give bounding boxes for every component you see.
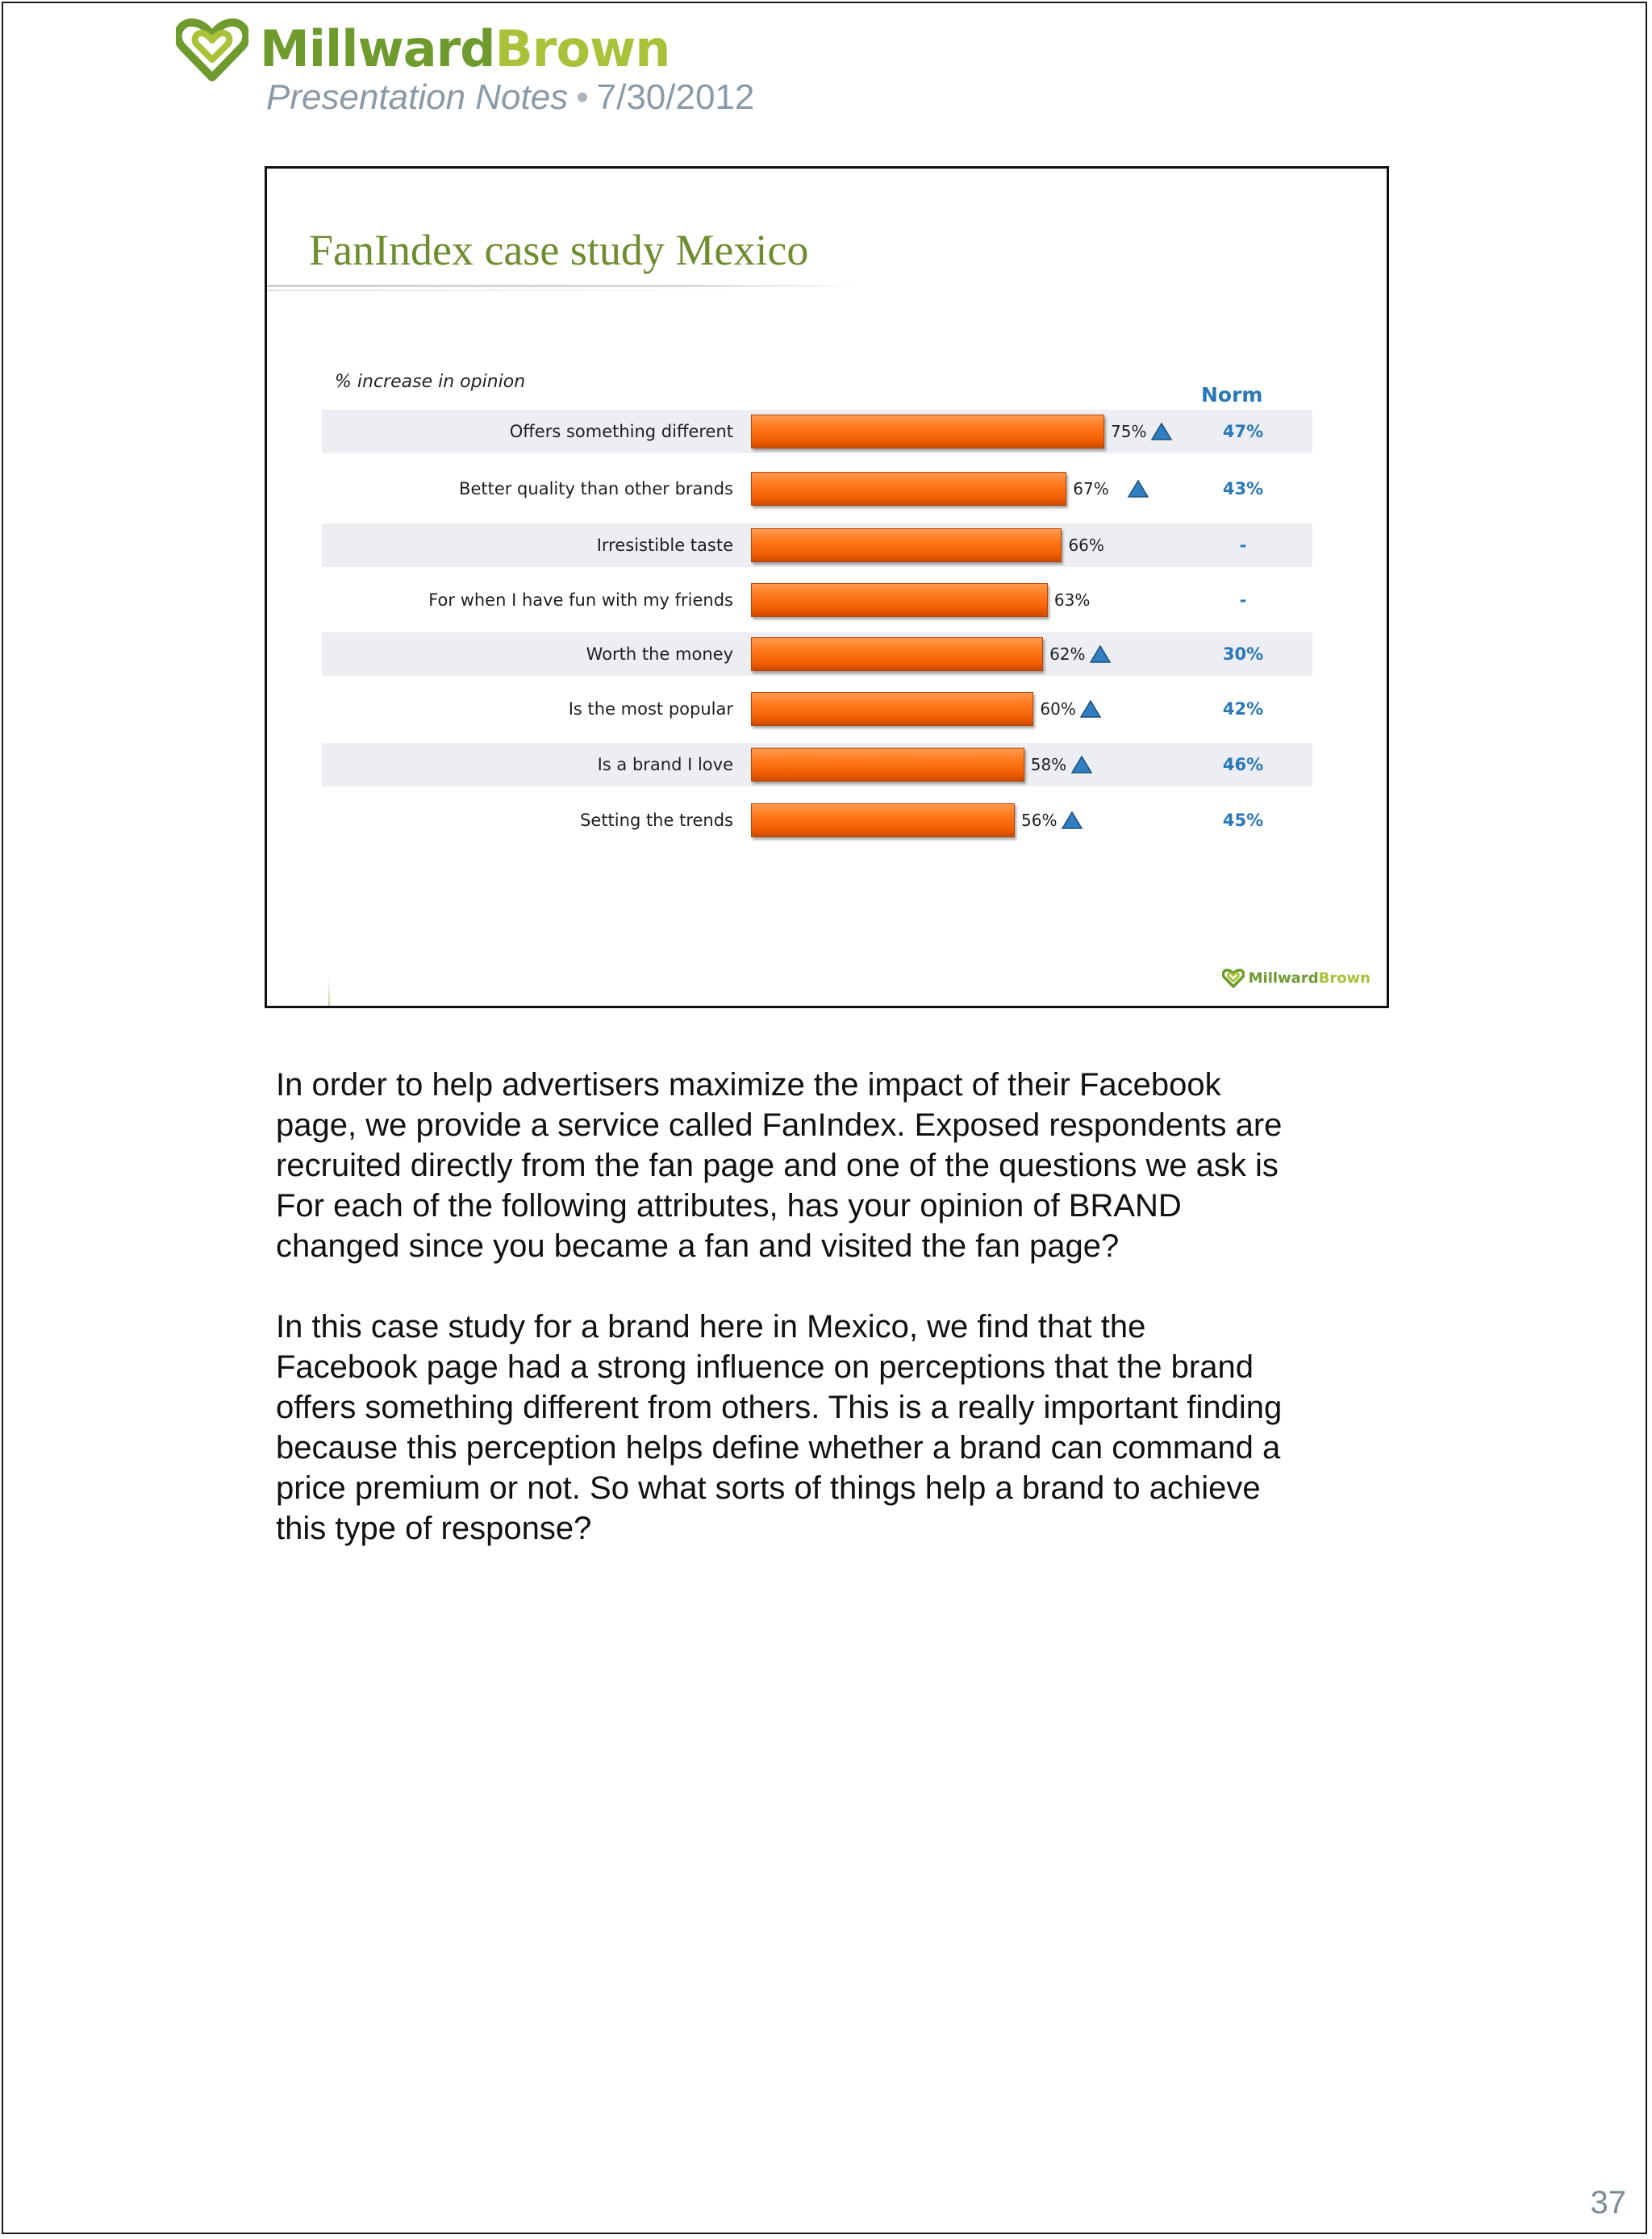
- value-label: 67%: [1073, 479, 1109, 498]
- norm-value: 47%: [1222, 422, 1264, 441]
- notes-line: For each of the following attributes, has your opinion of BRAND: [276, 1188, 1182, 1224]
- notes-line: offers something different from others. This is a really important finding: [276, 1390, 1283, 1425]
- page-number: 37: [1590, 2185, 1626, 2220]
- value-label: 56%: [1021, 811, 1058, 830]
- norm-value: -: [1239, 536, 1247, 555]
- category-label: Is a brand I love: [597, 755, 733, 774]
- norm-header: Norm: [1201, 383, 1263, 407]
- significance-triangle-icon: [1090, 645, 1111, 663]
- notes-paragraph-2: [276, 1307, 1357, 1549]
- notes-label: Presentation Notes: [266, 77, 569, 117]
- chart-row: [322, 632, 1312, 676]
- notes-line: page, we provide a service called FanIndex. Exposed respondents are: [276, 1107, 1283, 1143]
- bar: [751, 528, 1062, 562]
- notes-line: changed since you became a fan and visited the fan page?: [276, 1228, 1120, 1264]
- chart-row: [322, 410, 1312, 453]
- millwardbrown-small-logo-icon: [1222, 969, 1245, 988]
- bar: [751, 692, 1033, 726]
- chart-row: [322, 578, 1312, 622]
- notes-line: In order to help advertisers maximize the impact of their Facebook: [276, 1067, 1221, 1103]
- norm-value: 45%: [1222, 811, 1264, 830]
- notes-line: price premium or not. So what sorts of things help a brand to achieve: [276, 1470, 1261, 1506]
- value-label: 58%: [1030, 755, 1067, 774]
- norm-value: 46%: [1222, 755, 1264, 774]
- slide-thumbnail: [265, 166, 1389, 1008]
- brand-name-part1: Millward: [260, 19, 495, 78]
- notes-line: this type of response?: [276, 1511, 592, 1546]
- presentation-notes: [276, 1065, 1357, 1589]
- bar: [751, 748, 1024, 782]
- significance-triangle-icon: [1071, 756, 1092, 773]
- value-label: 63%: [1053, 590, 1091, 610]
- norm-value: 30%: [1222, 644, 1264, 664]
- category-label: Offers something different: [509, 422, 733, 441]
- bar: [751, 472, 1066, 506]
- significance-triangle-icon: [1080, 700, 1101, 718]
- footer-logo-part2: Brown: [1318, 969, 1370, 987]
- slide-footer-logo: [1222, 969, 1370, 991]
- notes-date: 7/30/2012: [596, 77, 755, 117]
- chart-row: [322, 467, 1312, 511]
- notes-line: Facebook page had a strong influence on perceptions that the brand: [276, 1349, 1254, 1385]
- bar: [751, 803, 1015, 837]
- category-label: Better quality than other brands: [459, 479, 733, 498]
- norm-value: 42%: [1222, 699, 1264, 719]
- title-rule-secondary: [267, 290, 767, 291]
- significance-triangle-icon: [1128, 480, 1149, 498]
- value-label: 60%: [1040, 699, 1076, 719]
- separator-dot: •: [576, 77, 589, 117]
- category-label: For when I have fun with my friends: [428, 590, 733, 610]
- norm-value: -: [1239, 590, 1247, 610]
- footer-logo-part1: Millward: [1248, 969, 1319, 987]
- value-label: 75%: [1111, 422, 1147, 441]
- title-rule: [267, 285, 864, 287]
- brand-name-part2: Brown: [494, 19, 670, 78]
- significance-triangle-icon: [1062, 811, 1083, 829]
- category-label: Worth the money: [586, 644, 733, 664]
- value-label: 62%: [1049, 644, 1086, 664]
- category-label: Setting the trends: [580, 811, 733, 830]
- bar: [751, 637, 1043, 671]
- category-label: Is the most popular: [568, 699, 733, 719]
- slide-corner-mark: [328, 977, 330, 1006]
- chart-row: [322, 687, 1312, 731]
- millwardbrown-logo-icon: [176, 18, 248, 82]
- bar: [751, 583, 1048, 617]
- significance-triangle-icon: [1151, 423, 1172, 440]
- notes-paragraph-1: [276, 1065, 1357, 1266]
- header-subtitle: [266, 77, 754, 118]
- brand-name: [260, 19, 670, 78]
- bar: [751, 415, 1104, 448]
- norm-value: 43%: [1222, 479, 1264, 498]
- chart-subtitle: % increase in opinion: [335, 372, 526, 392]
- slide-title: FanIndex case study Mexico: [309, 226, 809, 274]
- category-label: Irresistible taste: [596, 536, 733, 555]
- chart-row: [322, 523, 1312, 567]
- notes-line: In this case study for a brand here in Mexico, we find that the: [276, 1309, 1146, 1345]
- chart-row: [322, 798, 1312, 842]
- value-label: 66%: [1068, 536, 1104, 555]
- notes-line: recruited directly from the fan page and one of the questions we ask is: [276, 1148, 1279, 1183]
- chart-row: [322, 743, 1312, 786]
- notes-line: because this perception helps define whether a brand can command a: [276, 1430, 1281, 1466]
